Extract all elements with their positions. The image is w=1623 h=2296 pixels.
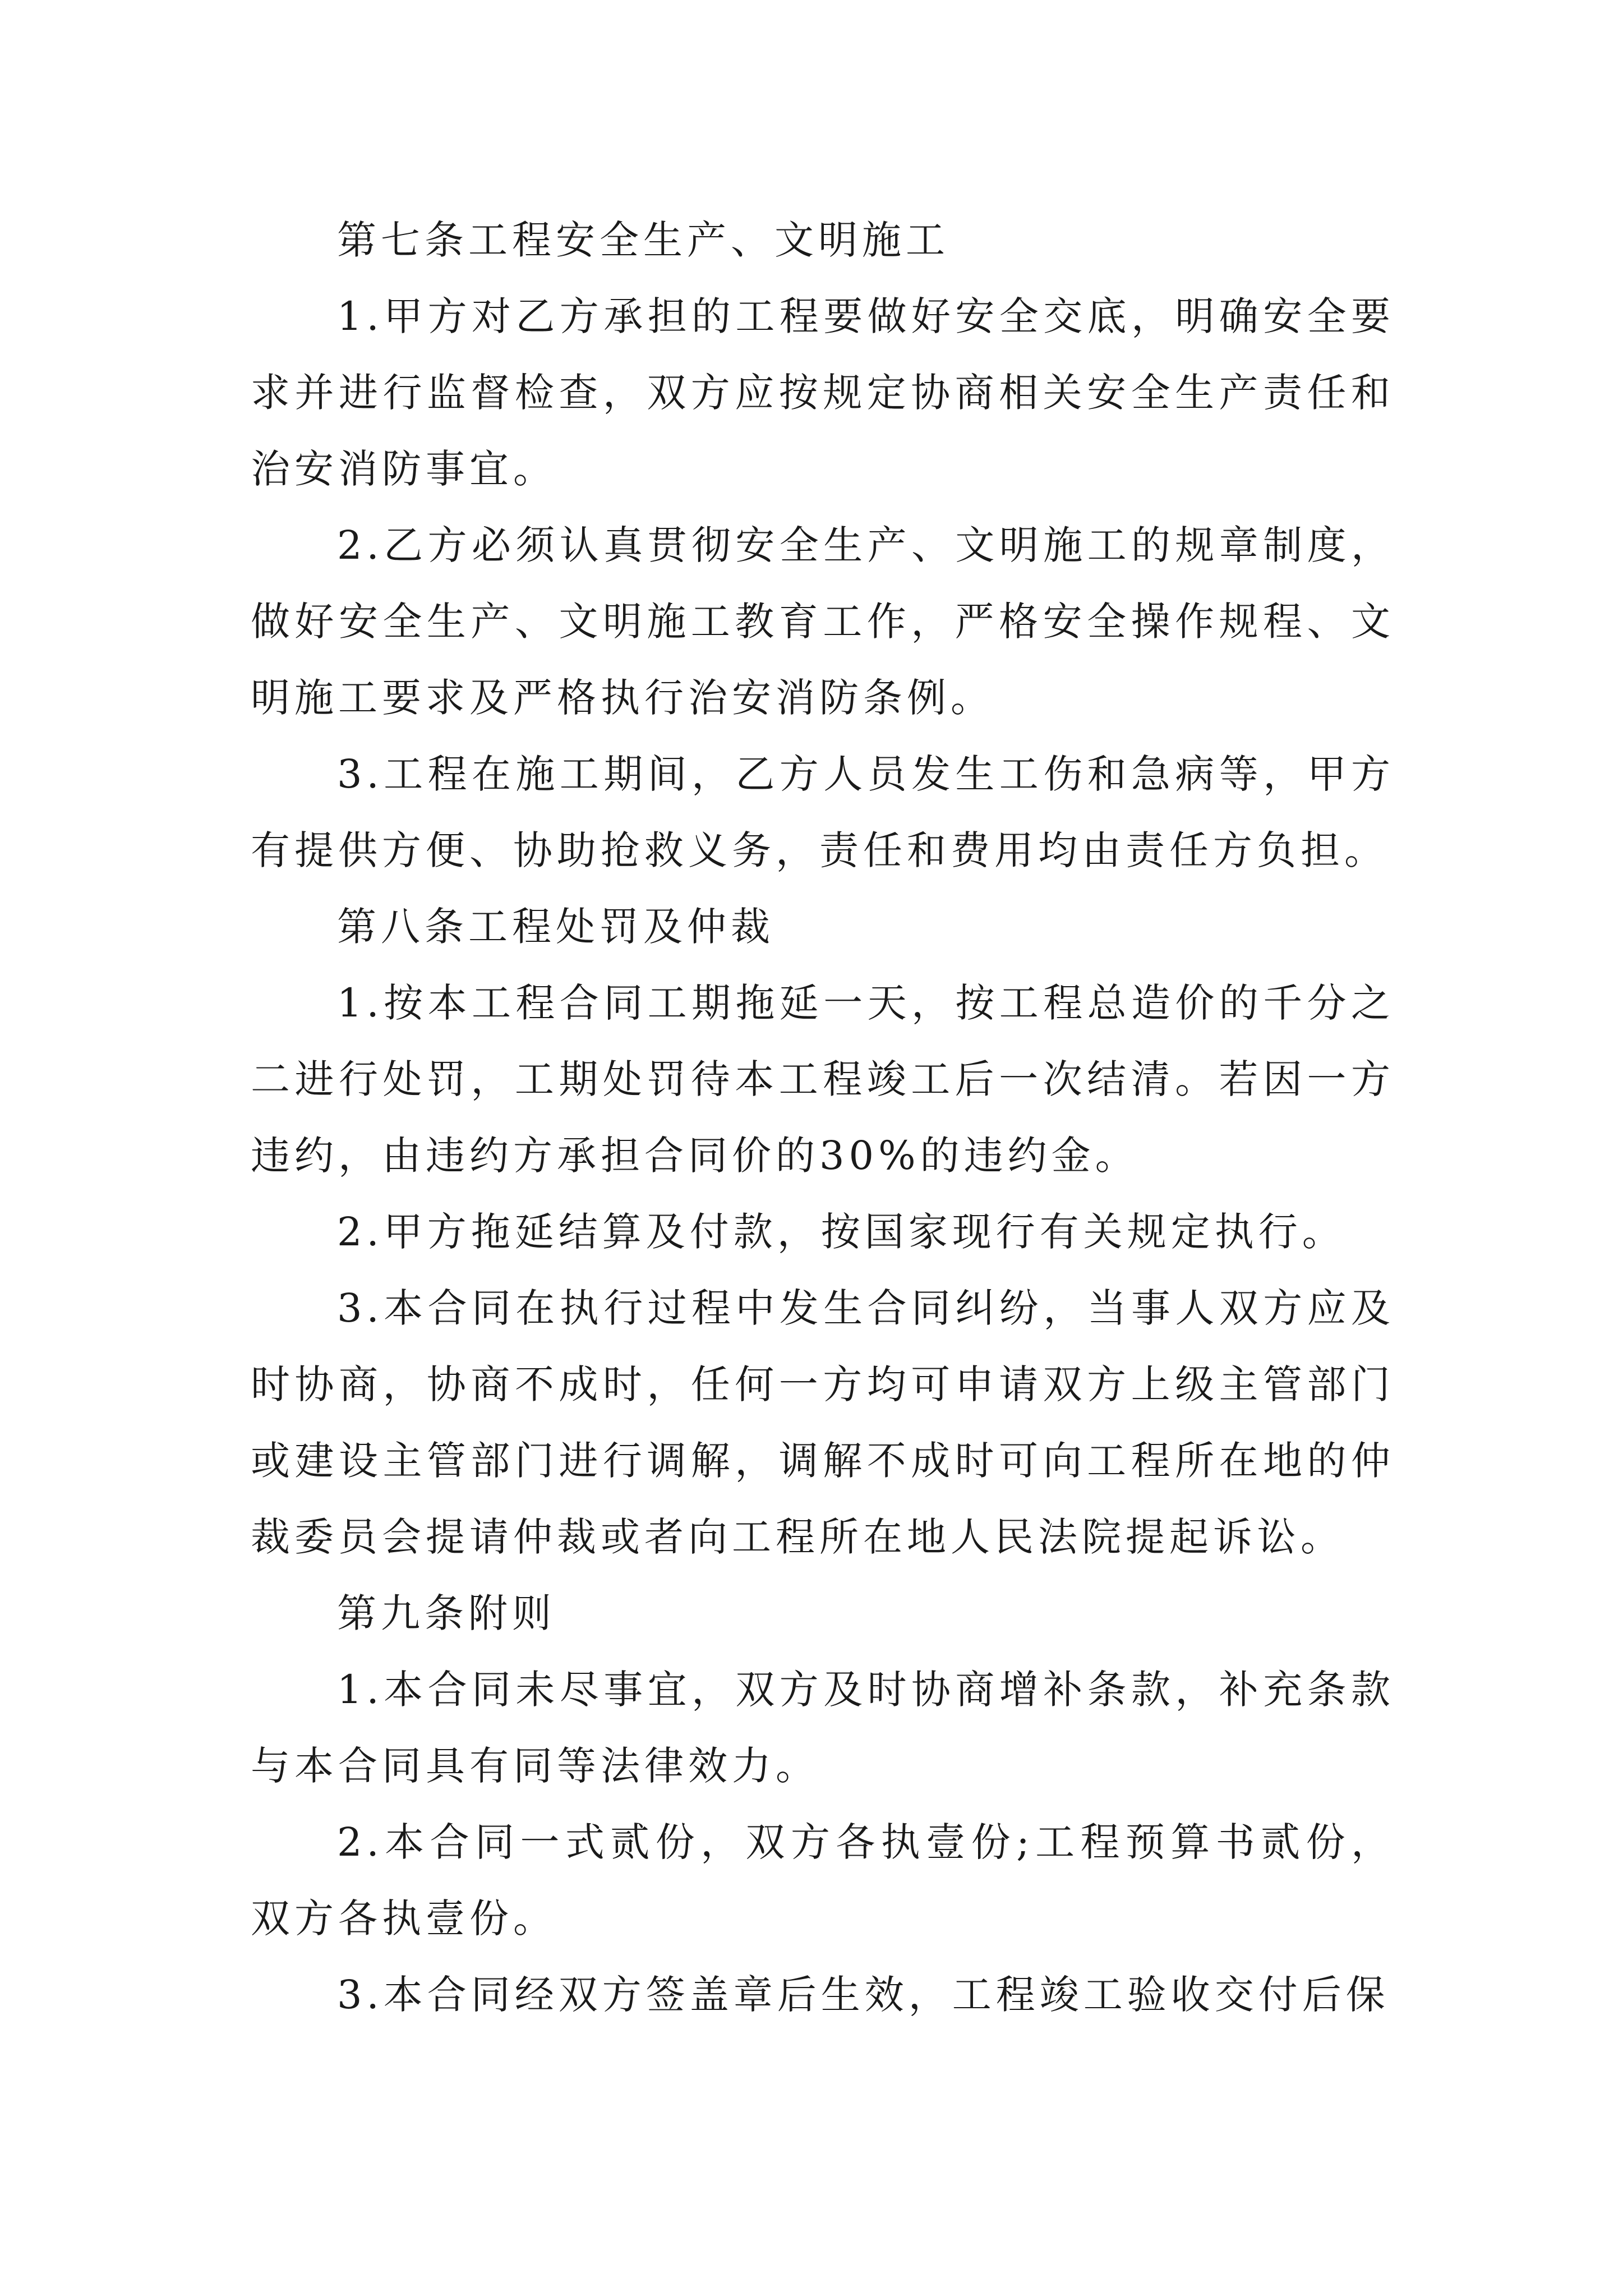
paragraph-9-3: 3.本合同经双方签盖章后生效，工程竣工验收交付后保 — [337, 1972, 1390, 2018]
section-heading-article-8: 第八条工程处罚及仲裁 — [337, 904, 774, 950]
paragraph-8-2: 2.甲方拖延结算及付款，按国家现行有关规定执行。 — [337, 1209, 1346, 1255]
paragraph-9-1: 1.本合同未尽事宜，双方及时协商增补条款，补充条款与本合同具有同等法律效力。 — [251, 1667, 1395, 1789]
section-heading-article-9: 第九条附则 — [337, 1590, 556, 1636]
paragraph-7-2: 2.乙方必须认真贯彻安全生产、文明施工的规章制度，做好安全生产、文明施工教育工作，严格安全操作规程、文明施工要求及严格执行治安消防条例。 — [251, 522, 1395, 721]
paragraph-8-3: 3.本合同在执行过程中发生合同纠纷，当事人双方应及时协商，协商不成时，任何一方均可申请双方上级主管部门或建设主管部门进行调解，调解不成时可向工程所在地的仲裁委员会提请仲裁或者向工程所在地人民法院提起诉讼。 — [251, 1285, 1395, 1560]
paragraph-8-1: 1.按本工程合同工期拖延一天，按工程总造价的千分之二进行处罚，工期处罚待本工程竣工后一次结清。若因一方违约，由违约方承担合同价的30%的违约金。 — [251, 980, 1395, 1179]
paragraph-9-2: 2.本合同一式贰份，双方各执壹份;工程预算书贰份，双方各执壹份。 — [251, 1819, 1395, 1941]
document-body — [251, 202, 1395, 2033]
paragraph-7-1: 1.甲方对乙方承担的工程要做好安全交底，明确安全要求并进行监督检查，双方应按规定协商相关安全生产责任和治安消防事宜。 — [251, 293, 1395, 492]
paragraph-7-3: 3.工程在施工期间，乙方人员发生工伤和急病等，甲方有提供方便、协助抢救义务，责任和费用均由责任方负担。 — [251, 751, 1395, 873]
section-heading-article-7: 第七条工程安全生产、文明施工 — [337, 217, 949, 263]
